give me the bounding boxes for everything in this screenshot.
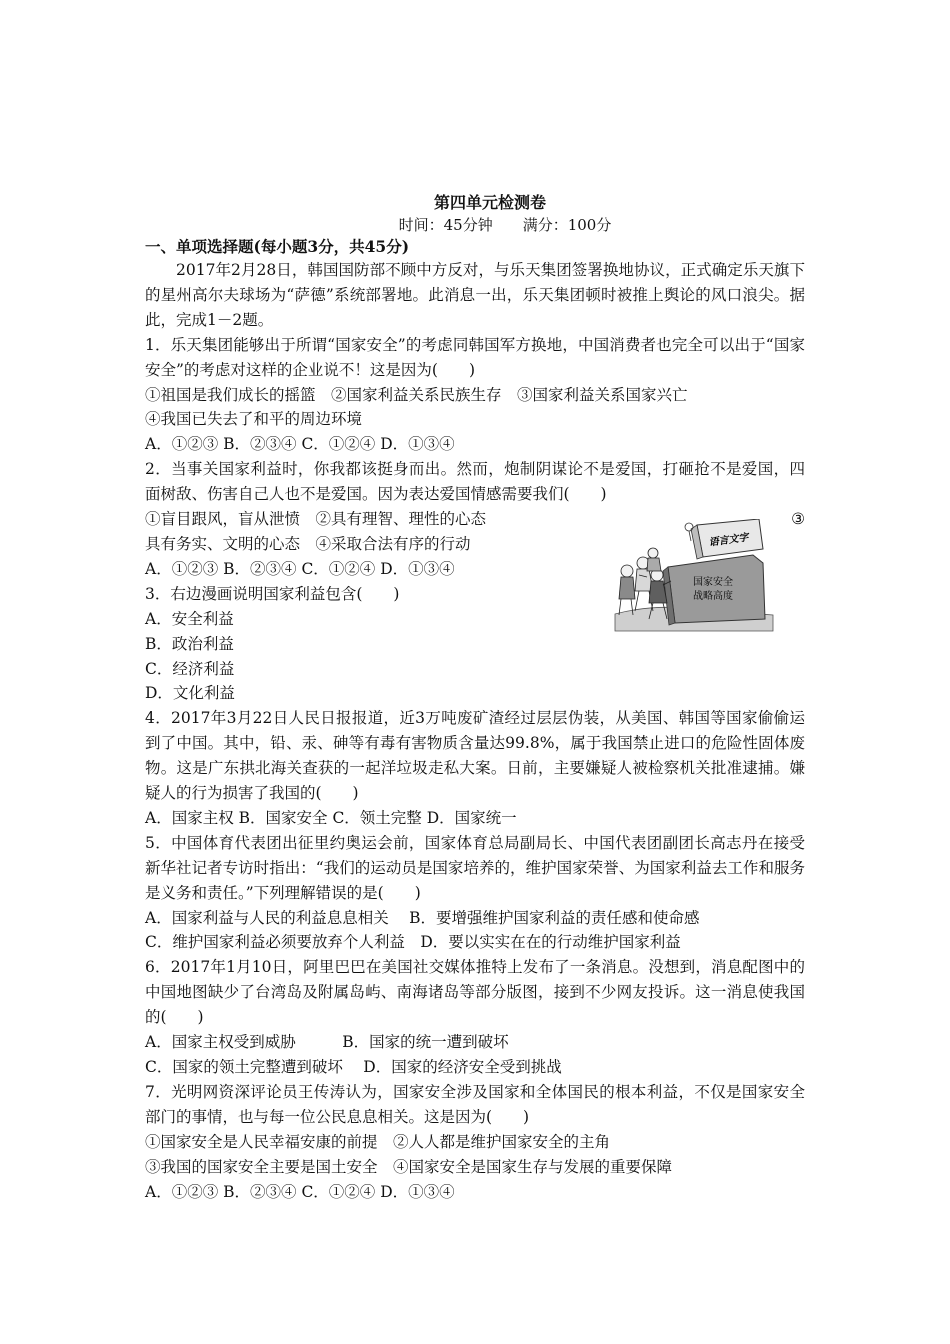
question-6 (145, 955, 805, 1080)
q6-options-line-2: C．国家的领土完整遭到破坏 D．国家的经济安全受到挑战 (145, 1058, 562, 1076)
q2-options: A．①②③ B．②③④ C．①②④ D．①③④ (145, 559, 455, 578)
material-intro: 2017年2月28日，韩国国防部不顾中方反对，与乐天集团签署换地协议，正式确定乐天旗下的星州高尔夫球场为“萨德”系统部署地。此消息一出，乐天集团顿时被推上舆论的风口浪尖。据此，完成1－2题。 (145, 261, 805, 329)
q5-stem: 5．中国体育代表团出征里约奥运会前，国家体育总局副局长、中国代表团副团长高志丹在接受新华社记者专访时指出：“我们的运动员是国家培养的，维护国家荣誉、为国家利益去工作和服务是义务和责任。”下列理解错误的是( ) (145, 833, 805, 902)
pillar-text-2: 战略高度 (693, 591, 733, 602)
section-heading: 一、单项选择题(每小题3分，共45分) (145, 237, 410, 256)
q7-options: A．①②③ B．②③④ C．①②④ D．①③④ (145, 1182, 455, 1201)
q1-stem: 1．乐天集团能够出于所谓“国家安全”的考虑同韩国军方换地，中国消费者也完全可以出于“国家安全”的考虑对这样的企业说不！这是因为( ) (145, 335, 805, 379)
q3-option-b: B．政治利益 (145, 634, 234, 653)
question-7 (145, 1080, 805, 1205)
q6-stem: 6．2017年1月10日，阿里巴巴在美国社交媒体推特上发布了一条消息。没想到，消息配图中的中国地图缺少了台湾岛及附属岛屿、南海诸岛等部分版图，接到不少网友投诉。这一消息使我国的( ) (145, 958, 805, 1027)
q3-stem: 3．右边漫画说明国家利益包含( ) (145, 584, 400, 603)
q2-stem: 2．当事关国家利益时，你我都该挺身而出。然而，炮制阴谋论不是爱国，打砸抢不是爱国，四面树敌、伤害自己人也不是爱国。因为表达爱国情感需要我们( ) (145, 460, 805, 504)
q2-choice-line-2: 具有务实、文明的心态 ④采取合法有序的行动 (145, 534, 471, 553)
exam-info (205, 214, 805, 236)
q5-options-line-1: A．国家利益与人民的利益息息相关 B．要增强维护国家利益的责任感和使命感 (145, 908, 700, 927)
q5-options-line-2: C．维护国家利益必须要放弃个人利益 D．要以实实在在的行动维护国家利益 (145, 933, 681, 952)
question-5 (145, 831, 805, 956)
question-4 (145, 706, 805, 831)
q1-choice-line-1: ①祖国是我们成长的摇篮 ②国家利益关系民族生存 ③国家利益关系国家兴亡 (145, 385, 688, 404)
q4-options: A．国家主权 B．国家安全 C．领土完整 D．国家统一 (145, 808, 517, 827)
q3-option-c: C．经济利益 (145, 659, 235, 678)
pillar-shape (668, 555, 765, 623)
banner-text: 语言文字 (708, 532, 750, 549)
pillar-text-1: 国家安全 (693, 577, 733, 588)
q7-choice-line-1: ①国家安全是人民幸福安康的前提 ②人人都是维护国家安全的主角 (145, 1132, 611, 1151)
q2-choice-3-marker: ③ (791, 510, 805, 529)
cartoon-image (613, 519, 775, 632)
time-label: 时间：45分钟 (398, 216, 493, 234)
q2-choice-line-1-text: ①盲目跟风，盲从泄愤 ②具有理智、理性的心态 (145, 510, 487, 529)
q6-options-line-1: A．国家主权受到威胁 B．国家的统一遭到破坏 (145, 1033, 509, 1052)
q3-option-a: A．安全利益 (145, 609, 234, 628)
exam-page (145, 192, 805, 1204)
q1-choice-line-2: ④我国已失去了和平的周边环境 (145, 410, 363, 429)
score-label: 满分：100分 (522, 216, 612, 234)
q7-stem: 7．光明网资深评论员王传涛认为，国家安全涉及国家和全体国民的根本利益，不仅是国家安全部门的事情，也与每一位公民息息相关。这是因为( ) (145, 1082, 805, 1126)
page-title: 第四单元检测卷 (433, 193, 546, 212)
q1-options: A．①②③ B．②③④ C．①②④ D．①③④ (145, 435, 455, 454)
q3-option-d: D．文化利益 (145, 684, 235, 703)
q4-stem: 4．2017年3月22日人民日报报道，近3万吨废矿渣经过层层伪装，从美国、韩国等国家偷偷运到了中国。其中，铅、汞、砷等有毒有害物质含量达99.8%，属于我国禁止进口的危险性固体废物。这是广东拱北海关查获的一起洋垃圾走私大案。日前，主要嫌疑人被检察机关批准逮捕。嫌疑人的行为损害了我国的( ) (145, 709, 805, 803)
q7-choice-line-2: ③我国的国家安全主要是国土安全 ④国家安全是国家生存与发展的重要保障 (145, 1157, 673, 1176)
question-1 (145, 333, 805, 458)
